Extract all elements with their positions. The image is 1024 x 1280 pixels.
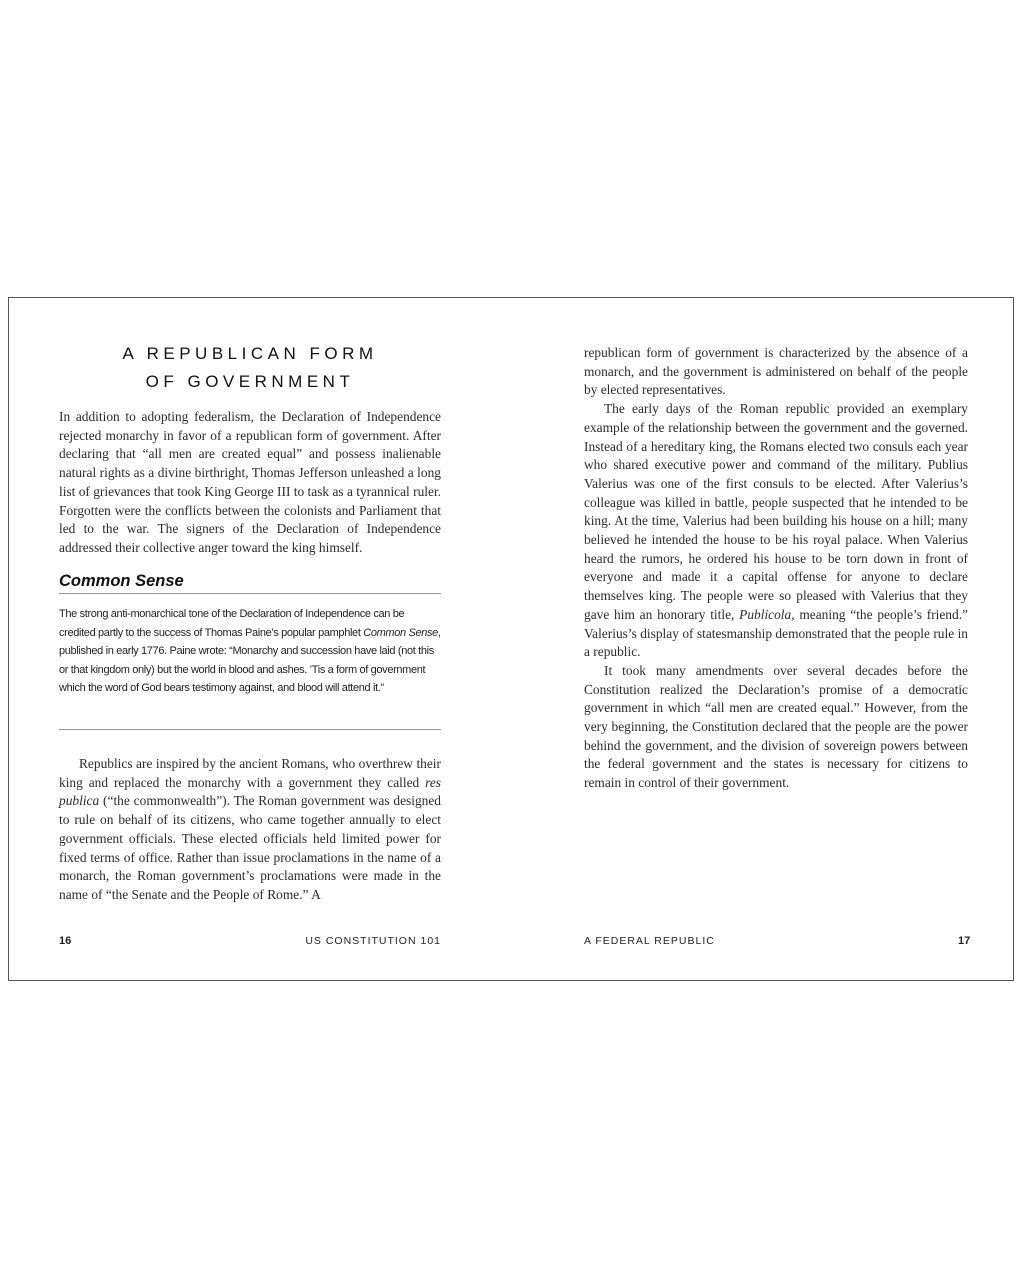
republics-italic: res publica (59, 774, 441, 809)
right-paragraph-2-italic: Publicola (739, 606, 792, 622)
right-page-number: 17 (958, 935, 971, 947)
right-paragraph-1: republican form of government is characterized by the absence of a monarch, and the government is administered on behalf of the people by elected representatives. (584, 345, 968, 398)
chapter-title-line-2: OF GOVERNMENT (145, 372, 355, 391)
republics-paragraph (59, 755, 441, 905)
chapter-title-line-1: A REPUBLICAN FORM (122, 344, 378, 363)
sidebar-heading: Common Sense (59, 572, 441, 594)
sidebar-text (59, 605, 441, 698)
chapter-title (59, 340, 441, 396)
left-running-head: US CONSTITUTION 101 (305, 935, 441, 947)
right-paragraph-2 (584, 400, 968, 662)
left-page (9, 298, 512, 980)
sidebar-text-italic: Common Sense (363, 626, 438, 639)
right-running-head: A FEDERAL REPUBLIC (584, 935, 715, 947)
left-page-number: 16 (59, 935, 72, 947)
right-page (512, 298, 1015, 980)
republics-part-1: Republics are inspired by the ancient Romans, who overthrew their king and replaced the monarchy with a government they called (59, 756, 441, 790)
right-paragraph-2-part-2: , meaning “the people’s friend.” Valerius’s display of statesmanship demonstrated that the people rule in a republic. (584, 606, 968, 660)
right-paragraph-3: It took many amendments over several decades before the Constitution realized the Declaration’s promise of a democratic government in which “all men are created equal.” However, from the very beginning, the Constitution declared that the people are the power behind the government, and the division of sovereign powers between the federal government and the states is necessary for citizens to remain in control of their government. (584, 662, 968, 791)
sidebar-text-part-2: , published in early 1776. Paine wrote: “Monarchy and succession have laid (not this or that kingdom only) but the world in blood and ashes. ’Tis a form of government which the word of God bears testimony against, and blood will attend it.” (59, 626, 441, 695)
sidebar-bottom-rule (59, 729, 441, 730)
intro-paragraph: In addition to adopting federalism, the Declaration of Independence rejected monarchy in favor of a republican form of government. After declaring that “all men are created equal” and possess inalienable natural rights as a divine birthright, Thomas Jefferson unleashed a long list of grievances that took King George III to task as a tyrannical ruler. Forgotten were the conflicts between the colonists and Parliament that led to the war. The signers of the Declaration of Independence addressed their collective anger toward the king himself. (59, 409, 442, 555)
book-spread (8, 297, 1014, 981)
sidebar-text-part-1: The strong anti-monarchical tone of the Declaration of Independence can be credited partly to the success of Thomas Paine’s popular pamphlet (59, 608, 405, 639)
right-column (584, 344, 968, 793)
republics-part-2: (“the commonwealth”). The Roman government was designed to rule on behalf of its citizens, who came together annually to elect government officials. These elected officials held limited power for fixed terms of office. Rather than issue proclamations in the name of a monarch, the Roman government’s proclamations were made in the name of “the Senate and the People of Rome.” A (59, 793, 441, 902)
right-paragraph-2-part-1: The early days of the Roman republic provided an exemplary example of the relationship between the government and the governed. Instead of a hereditary king, the Romans elected two consuls each year who shared executive power and command of the military. Publius Valerius was one of the first consuls to be elected. After Valerius’s colleague was killed in battle, people suspected that he intended to be king. At the time, Valerius had been building his house on a hill; many believed he intended the house to be his royal palace. When Valerius heard the rumors, he ordered his house to be torn down in front of everyone and made it a capital offense for anyone to declare themselves king. The people were so pleased with Valerius that they gave him an honorary title, (584, 401, 968, 622)
